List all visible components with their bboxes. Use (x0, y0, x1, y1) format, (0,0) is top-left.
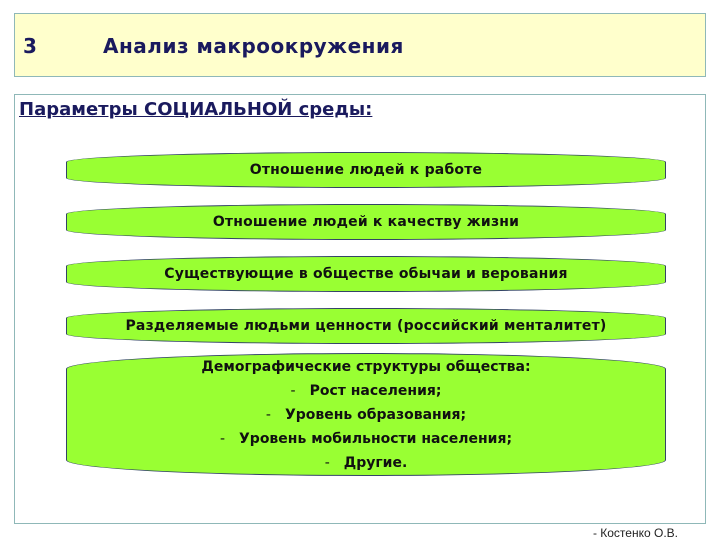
author-credit (593, 526, 678, 540)
social-factor-item: Разделяемые людьми ценности (российский менталитет) (66, 308, 666, 344)
footer-text: - Костенко О.В. (592, 526, 678, 540)
list-item-text: Другие. (343, 454, 408, 471)
list-item-text: Уровень образования; (284, 406, 467, 423)
list-item-text: Уровень мобильности населения; (239, 430, 513, 447)
list-item-text: Рост населения; (309, 382, 442, 399)
list-item (220, 451, 512, 475)
bullet-dash: - (265, 406, 271, 423)
demographics-heading: Демографические структуры общества: (201, 358, 531, 375)
slide-title: Анализ макроокружения (103, 34, 404, 58)
bullet-dash: - (219, 430, 225, 447)
title-bar (14, 13, 706, 77)
social-factor-item: Отношение людей к качеству жизни (66, 204, 666, 240)
section-subtitle: Параметры СОЦИАЛЬНОЙ среды: (19, 99, 373, 120)
demographics-list (220, 379, 512, 475)
bullet-dash: - (324, 454, 330, 471)
list-item (220, 379, 512, 403)
slide-number: 3 (23, 34, 37, 58)
bullet-dash: - (290, 382, 296, 399)
list-item (220, 427, 512, 451)
social-factor-item: Существующие в обществе обычаи и верования (66, 256, 666, 292)
social-factor-item: Отношение людей к работе (66, 152, 666, 188)
demographics-box (66, 353, 666, 476)
list-item (220, 403, 512, 427)
